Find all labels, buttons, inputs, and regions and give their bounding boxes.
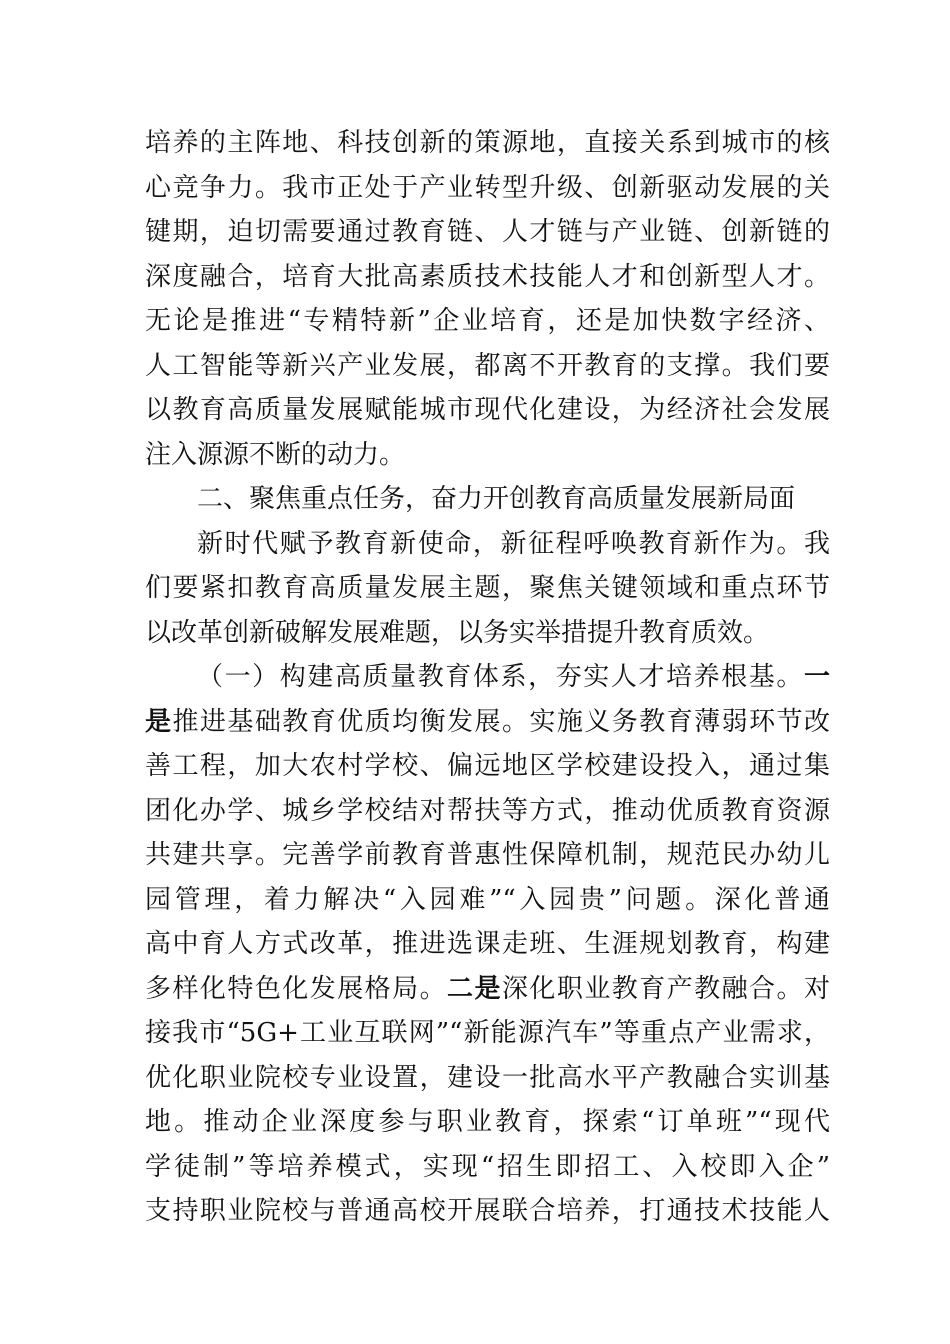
paragraph-3-line-8-rest: 深化职业教育产教融合。对 xyxy=(501,973,830,1004)
paragraph-3-line-4: 团化办学、城乡学校结对帮扶等方式，推动优质教育资源 xyxy=(145,795,830,826)
paragraph-2-line-3: 以改革创新破解发展难题，以务实举措提升教育质效。 xyxy=(145,617,770,648)
paragraph-3-line-6: 园管理，着力解决“入园难”“入园贵”问题。深化普通 xyxy=(145,884,830,915)
paragraph-3-line-11: 地。推动企业深度参与职业教育，探索“订单班”“现代 xyxy=(145,1107,830,1137)
paragraph-2-line-1: 新时代赋予教育新使命，新征程呼唤教育新作为。我 xyxy=(197,528,830,559)
paragraph-3-line-3: 善工程，加大农村学校、偏远地区学校建设投入，通过集 xyxy=(145,751,830,781)
paragraph-3-line-8-prefix: 多样化特色化发展格局。 xyxy=(145,973,448,1004)
paragraph-1-line-5: 无论是推进“专精特新”企业培育，还是加快数字经济、 xyxy=(145,306,830,336)
ordinal-marker-two: 二是 xyxy=(447,973,502,1004)
paragraph-3-line-7: 高中育人方式改革，推进选课走班、生涯规划教育，构建 xyxy=(145,929,830,959)
paragraph-1-line-3: 键期，迫切需要通过教育链、人才链与产业链、创新链的 xyxy=(145,217,830,247)
paragraph-1-line-6: 人工智能等新兴产业发展，都离不开教育的支撑。我们要 xyxy=(145,350,830,381)
ordinal-marker-shi: 是 xyxy=(145,706,173,737)
paragraph-3-line-8 xyxy=(145,967,830,1012)
paragraph-1-line-1: 培养的主阵地、科技创新的策源地，直接关系到城市的核 xyxy=(145,128,830,158)
paragraph-3-line-10: 优化职业院校专业设置，建设一批高水平产教融合实训基 xyxy=(145,1062,830,1093)
ordinal-marker-one: 一 xyxy=(803,662,830,692)
subsection-heading: （一）构建高质量教育体系，夯实人才培养根基。 xyxy=(197,662,804,692)
paragraph-3-line-12: 学徒制”等培养模式，实现“招生即招工、入校即入企” xyxy=(145,1151,830,1182)
paragraph-3-line-2 xyxy=(145,700,830,745)
section-heading: 二、聚焦重点任务，奋力开创教育高质量发展新局面 xyxy=(197,484,796,514)
paragraph-1-line-8: 注入源源不断的动力。 xyxy=(145,439,406,470)
paragraph-1-line-7: 以教育高质量发展赋能城市现代化建设，为经济社会发展 xyxy=(145,395,830,425)
paragraph-3-line-1 xyxy=(145,655,830,700)
paragraph-1-line-4: 深度融合，培育大批高素质技术技能人才和创新型人才。 xyxy=(145,261,830,292)
paragraph-1-line-2: 心竞争力。我市正处于产业转型升级、创新驱动发展的关 xyxy=(145,172,830,203)
document-body xyxy=(145,121,830,1234)
paragraph-3-line-9: 接我市“5G+工业互联网”“新能源汽车”等重点产业需求， xyxy=(145,1018,830,1048)
paragraph-3-line-2-text: 推进基础教育优质均衡发展。实施义务教育薄弱环节改 xyxy=(172,706,830,737)
paragraph-2-line-2: 们要紧扣教育高质量发展主题，聚焦关键领域和重点环节 xyxy=(145,573,830,603)
paragraph-3-line-13: 支持职业院校与普通高校开展联合培养，打通技术技能人 xyxy=(145,1196,830,1226)
paragraph-3-line-5: 共建共享。完善学前教育普惠性保障机制，规范民办幼儿 xyxy=(145,840,830,870)
